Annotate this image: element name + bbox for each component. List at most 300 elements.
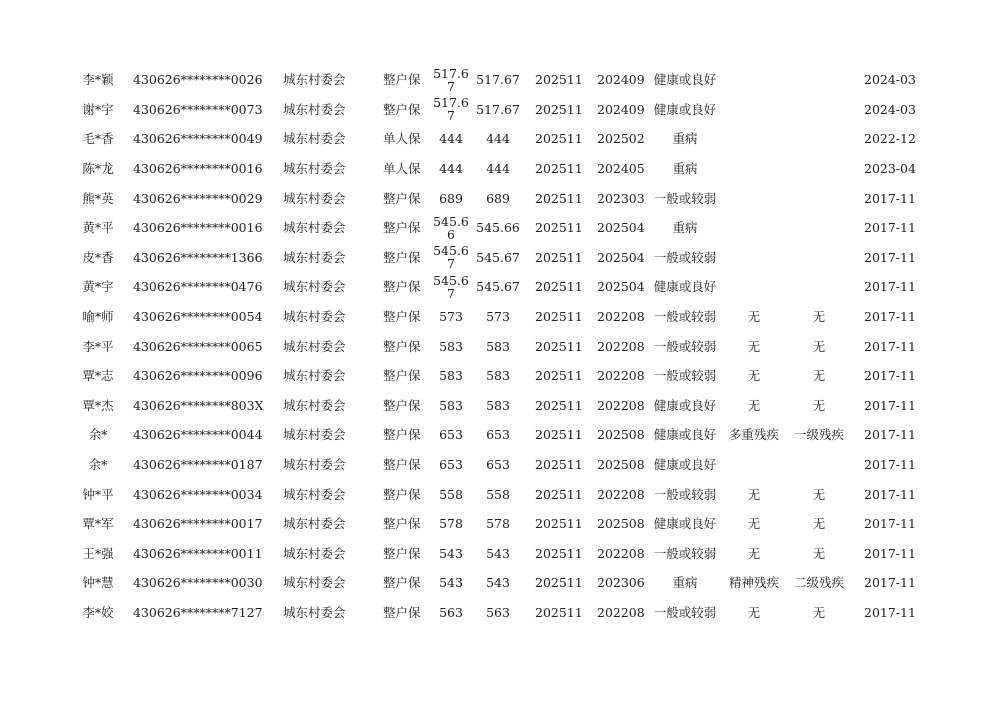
disability-type-text: 多重残疾: [728, 427, 779, 443]
cell-monthly-amount-a: [432, 65, 470, 95]
name-text: 黄*宇: [82, 279, 114, 295]
cell-health-status: [650, 95, 720, 125]
guarantee-type-text: 单人保: [383, 161, 421, 177]
cell-disability-level: [791, 539, 847, 569]
id-number-text: 430626********0054: [133, 309, 263, 325]
cell-enroll-date: [864, 539, 914, 569]
cell-name: [78, 539, 118, 569]
monthly-amount-b-text: 653: [486, 427, 510, 443]
health-status-text: 健康或良好: [653, 427, 717, 443]
cell-disability-type: [724, 213, 784, 243]
cell-monthly-amount-a: [432, 568, 470, 598]
name-text: 覃*杰: [82, 397, 114, 413]
table-row: [0, 509, 1000, 539]
cell-review-month: [597, 420, 645, 450]
enroll-date-text: 2017-11: [864, 516, 916, 532]
review-month-text: 202409: [597, 72, 645, 88]
enroll-date-text: 2017-11: [864, 190, 916, 206]
cell-enroll-date: [864, 65, 914, 95]
cell-guarantee-type: [383, 95, 429, 125]
cell-review-month: [597, 391, 645, 421]
review-month-text: 202208: [597, 309, 645, 325]
cell-start-month: [535, 154, 583, 184]
monthly-amount-a-text: 545.67: [433, 272, 469, 301]
cell-name: [78, 183, 118, 213]
cell-monthly-amount-a: [432, 450, 470, 480]
monthly-amount-b-text: 543: [486, 575, 510, 591]
village-committee-text: 城东村委会: [283, 161, 346, 177]
cell-id-number: [133, 272, 263, 302]
cell-monthly-amount-b: [476, 65, 520, 95]
cell-disability-type: [724, 272, 784, 302]
monthly-amount-a-text: 578: [439, 516, 463, 532]
disability-level-text: 无: [812, 338, 826, 354]
review-month-text: 202502: [597, 131, 645, 147]
start-month-text: 202511: [535, 220, 583, 236]
cell-review-month: [597, 95, 645, 125]
cell-village-committee: [283, 243, 363, 273]
table-row: [0, 154, 1000, 184]
cell-disability-level: [791, 598, 847, 628]
cell-enroll-date: [864, 302, 914, 332]
review-month-text: 202306: [597, 575, 645, 591]
start-month-text: 202511: [535, 575, 583, 591]
guarantee-type-text: 整户保: [383, 368, 421, 384]
cell-enroll-date: [864, 509, 914, 539]
disability-type-text: 精神残疾: [728, 575, 779, 591]
id-number-text: 430626********803X: [133, 397, 264, 413]
cell-disability-level: [791, 361, 847, 391]
disability-type-text: 无: [747, 397, 761, 413]
monthly-amount-a-text: 558: [439, 486, 463, 502]
cell-health-status: [650, 243, 720, 273]
cell-disability-type: [724, 568, 784, 598]
cell-id-number: [133, 65, 263, 95]
cell-monthly-amount-a: [432, 361, 470, 391]
cell-name: [78, 598, 118, 628]
start-month-text: 202511: [535, 279, 583, 295]
cell-monthly-amount-a: [432, 331, 470, 361]
cell-review-month: [597, 183, 645, 213]
table-row: [0, 420, 1000, 450]
start-month-text: 202511: [535, 101, 583, 117]
cell-health-status: [650, 302, 720, 332]
village-committee-text: 城东村委会: [283, 486, 346, 502]
guarantee-type-text: 整户保: [383, 575, 421, 591]
cell-monthly-amount-b: [476, 361, 520, 391]
cell-health-status: [650, 331, 720, 361]
health-status-text: 一般或较弱: [653, 545, 717, 561]
cell-disability-type: [724, 124, 784, 154]
cell-monthly-amount-a: [432, 154, 470, 184]
table-row: [0, 539, 1000, 569]
disability-level-text: 无: [812, 605, 826, 621]
village-committee-text: 城东村委会: [283, 368, 346, 384]
cell-disability-type: [724, 420, 784, 450]
cell-start-month: [535, 331, 583, 361]
disability-level-text: 二级残疾: [793, 575, 844, 591]
cell-disability-level: [791, 213, 847, 243]
cell-village-committee: [283, 568, 363, 598]
cell-monthly-amount-a: [432, 598, 470, 628]
cell-disability-type: [724, 450, 784, 480]
cell-start-month: [535, 450, 583, 480]
cell-monthly-amount-b: [476, 154, 520, 184]
cell-guarantee-type: [383, 65, 429, 95]
cell-monthly-amount-b: [476, 450, 520, 480]
village-committee-text: 城东村委会: [283, 545, 346, 561]
guarantee-type-text: 整户保: [383, 249, 421, 265]
table-row: [0, 598, 1000, 628]
id-number-text: 430626********0187: [133, 457, 263, 473]
cell-review-month: [597, 272, 645, 302]
monthly-amount-a-text: 573: [439, 309, 463, 325]
enroll-date-text: 2024-03: [864, 101, 916, 117]
review-month-text: 202208: [597, 368, 645, 384]
guarantee-type-text: 整户保: [383, 457, 421, 473]
monthly-amount-b-text: 517.67: [476, 101, 520, 117]
village-committee-text: 城东村委会: [283, 190, 346, 206]
monthly-amount-b-text: 689: [486, 190, 510, 206]
cell-enroll-date: [864, 479, 914, 509]
cell-health-status: [650, 568, 720, 598]
monthly-amount-b-text: 545.66: [476, 220, 520, 236]
health-status-text: 一般或较弱: [653, 486, 717, 502]
cell-id-number: [133, 509, 263, 539]
disability-level-text: 无: [812, 368, 826, 384]
cell-start-month: [535, 302, 583, 332]
id-number-text: 430626********0044: [133, 427, 263, 443]
cell-start-month: [535, 391, 583, 421]
cell-health-status: [650, 213, 720, 243]
cell-enroll-date: [864, 213, 914, 243]
health-status-text: 重病: [672, 131, 698, 147]
review-month-text: 202208: [597, 338, 645, 354]
cell-review-month: [597, 124, 645, 154]
monthly-amount-b-text: 545.67: [476, 249, 520, 265]
id-number-text: 430626********0016: [133, 161, 263, 177]
health-status-text: 健康或良好: [653, 457, 717, 473]
monthly-amount-b-text: 578: [486, 516, 510, 532]
enroll-date-text: 2023-04: [864, 161, 916, 177]
village-committee-text: 城东村委会: [283, 397, 346, 413]
cell-guarantee-type: [383, 302, 429, 332]
cell-id-number: [133, 450, 263, 480]
cell-monthly-amount-b: [476, 509, 520, 539]
health-status-text: 健康或良好: [653, 279, 717, 295]
cell-id-number: [133, 568, 263, 598]
cell-monthly-amount-a: [432, 95, 470, 125]
start-month-text: 202511: [535, 486, 583, 502]
monthly-amount-a-text: 653: [439, 457, 463, 473]
cell-disability-type: [724, 539, 784, 569]
cell-village-committee: [283, 420, 363, 450]
id-number-text: 430626********0049: [133, 131, 263, 147]
enroll-date-text: 2017-11: [864, 457, 916, 473]
cell-disability-type: [724, 391, 784, 421]
start-month-text: 202511: [535, 190, 583, 206]
monthly-amount-a-text: 583: [439, 397, 463, 413]
cell-id-number: [133, 420, 263, 450]
cell-enroll-date: [864, 420, 914, 450]
name-text: 陈*龙: [82, 161, 114, 177]
cell-health-status: [650, 124, 720, 154]
health-status-text: 一般或较弱: [653, 338, 717, 354]
table-row: [0, 243, 1000, 273]
name-text: 毛*香: [82, 131, 114, 147]
cell-id-number: [133, 213, 263, 243]
cell-start-month: [535, 183, 583, 213]
cell-name: [78, 272, 118, 302]
disability-level-text: 无: [812, 545, 826, 561]
enroll-date-text: 2017-11: [864, 427, 916, 443]
health-status-text: 重病: [672, 161, 698, 177]
start-month-text: 202511: [535, 605, 583, 621]
name-text: 李*平: [82, 338, 114, 354]
cell-disability-level: [791, 95, 847, 125]
start-month-text: 202511: [535, 397, 583, 413]
name-text: 熊*英: [82, 190, 114, 206]
enroll-date-text: 2017-11: [864, 338, 916, 354]
cell-name: [78, 450, 118, 480]
cell-village-committee: [283, 213, 363, 243]
monthly-amount-a-text: 689: [439, 190, 463, 206]
cell-start-month: [535, 479, 583, 509]
name-text: 覃*志: [82, 368, 114, 384]
guarantee-type-text: 整户保: [383, 516, 421, 532]
cell-review-month: [597, 361, 645, 391]
cell-guarantee-type: [383, 183, 429, 213]
enroll-date-text: 2017-11: [864, 605, 916, 621]
cell-enroll-date: [864, 361, 914, 391]
cell-start-month: [535, 213, 583, 243]
cell-name: [78, 568, 118, 598]
name-text: 覃*军: [82, 516, 114, 532]
review-month-text: 202504: [597, 220, 645, 236]
name-text: 皮*香: [82, 249, 114, 265]
review-month-text: 202405: [597, 161, 645, 177]
guarantee-type-text: 整户保: [383, 101, 421, 117]
cell-health-status: [650, 450, 720, 480]
table-row: [0, 213, 1000, 243]
disability-type-text: 无: [747, 338, 761, 354]
start-month-text: 202511: [535, 516, 583, 532]
monthly-amount-b-text: 558: [486, 486, 510, 502]
cell-disability-type: [724, 302, 784, 332]
disability-level-text: 一级残疾: [793, 427, 844, 443]
cell-review-month: [597, 479, 645, 509]
name-text: 余*: [88, 457, 108, 473]
cell-guarantee-type: [383, 509, 429, 539]
village-committee-text: 城东村委会: [283, 101, 346, 117]
village-committee-text: 城东村委会: [283, 605, 346, 621]
health-status-text: 重病: [672, 220, 698, 236]
disability-level-text: 无: [812, 516, 826, 532]
health-status-text: 健康或良好: [653, 397, 717, 413]
enroll-date-text: 2017-11: [864, 249, 916, 265]
id-number-text: 430626********0017: [133, 516, 263, 532]
monthly-amount-a-text: 444: [439, 161, 463, 177]
cell-guarantee-type: [383, 598, 429, 628]
id-number-text: 430626********0030: [133, 575, 263, 591]
table-row: [0, 302, 1000, 332]
cell-disability-type: [724, 65, 784, 95]
cell-start-month: [535, 509, 583, 539]
cell-health-status: [650, 539, 720, 569]
disability-level-text: 无: [812, 397, 826, 413]
cell-monthly-amount-b: [476, 302, 520, 332]
village-committee-text: 城东村委会: [283, 457, 346, 473]
cell-enroll-date: [864, 450, 914, 480]
cell-name: [78, 65, 118, 95]
cell-enroll-date: [864, 568, 914, 598]
monthly-amount-b-text: 444: [486, 161, 510, 177]
monthly-amount-b-text: 543: [486, 545, 510, 561]
name-text: 李*姣: [82, 605, 114, 621]
cell-health-status: [650, 272, 720, 302]
village-committee-text: 城东村委会: [283, 427, 346, 443]
health-status-text: 健康或良好: [653, 72, 717, 88]
cell-name: [78, 479, 118, 509]
disability-level-text: 无: [812, 486, 826, 502]
table-row: [0, 272, 1000, 302]
cell-name: [78, 509, 118, 539]
review-month-text: 202208: [597, 486, 645, 502]
enroll-date-text: 2017-11: [864, 220, 916, 236]
monthly-amount-a-text: 583: [439, 368, 463, 384]
id-number-text: 430626********0011: [133, 545, 263, 561]
name-text: 黄*平: [82, 220, 114, 236]
health-status-text: 健康或良好: [653, 516, 717, 532]
village-committee-text: 城东村委会: [283, 309, 346, 325]
cell-id-number: [133, 154, 263, 184]
name-text: 王*强: [82, 545, 114, 561]
review-month-text: 202208: [597, 605, 645, 621]
health-status-text: 一般或较弱: [653, 309, 717, 325]
cell-review-month: [597, 539, 645, 569]
cell-disability-type: [724, 95, 784, 125]
cell-guarantee-type: [383, 539, 429, 569]
start-month-text: 202511: [535, 427, 583, 443]
cell-id-number: [133, 479, 263, 509]
cell-disability-level: [791, 420, 847, 450]
cell-disability-level: [791, 509, 847, 539]
cell-monthly-amount-a: [432, 479, 470, 509]
cell-disability-type: [724, 154, 784, 184]
village-committee-text: 城东村委会: [283, 249, 346, 265]
cell-name: [78, 302, 118, 332]
cell-village-committee: [283, 479, 363, 509]
cell-village-committee: [283, 95, 363, 125]
cell-start-month: [535, 361, 583, 391]
cell-start-month: [535, 420, 583, 450]
monthly-amount-a-text: 653: [439, 427, 463, 443]
cell-review-month: [597, 598, 645, 628]
cell-village-committee: [283, 361, 363, 391]
review-month-text: 202504: [597, 249, 645, 265]
cell-guarantee-type: [383, 391, 429, 421]
guarantee-type-text: 整户保: [383, 397, 421, 413]
start-month-text: 202511: [535, 338, 583, 354]
table-row: [0, 65, 1000, 95]
cell-village-committee: [283, 539, 363, 569]
cell-village-committee: [283, 124, 363, 154]
health-status-text: 一般或较弱: [653, 190, 717, 206]
id-number-text: 430626********0073: [133, 101, 263, 117]
enroll-date-text: 2017-11: [864, 545, 916, 561]
health-status-text: 一般或较弱: [653, 605, 717, 621]
review-month-text: 202208: [597, 397, 645, 413]
cell-disability-level: [791, 331, 847, 361]
cell-guarantee-type: [383, 213, 429, 243]
monthly-amount-b-text: 545.67: [476, 279, 520, 295]
review-month-text: 202508: [597, 516, 645, 532]
cell-guarantee-type: [383, 450, 429, 480]
cell-monthly-amount-b: [476, 331, 520, 361]
monthly-amount-a-text: 543: [439, 575, 463, 591]
cell-guarantee-type: [383, 124, 429, 154]
health-status-text: 重病: [672, 575, 698, 591]
cell-monthly-amount-a: [432, 124, 470, 154]
monthly-amount-a-text: 583: [439, 338, 463, 354]
cell-start-month: [535, 568, 583, 598]
cell-monthly-amount-a: [432, 539, 470, 569]
cell-monthly-amount-b: [476, 272, 520, 302]
cell-name: [78, 124, 118, 154]
village-committee-text: 城东村委会: [283, 516, 346, 532]
id-number-text: 430626********0065: [133, 338, 263, 354]
guarantee-type-text: 整户保: [383, 279, 421, 295]
review-month-text: 202504: [597, 279, 645, 295]
cell-disability-level: [791, 243, 847, 273]
start-month-text: 202511: [535, 545, 583, 561]
cell-village-committee: [283, 154, 363, 184]
disability-type-text: 无: [747, 605, 761, 621]
cell-village-committee: [283, 598, 363, 628]
cell-disability-type: [724, 243, 784, 273]
disability-type-text: 无: [747, 545, 761, 561]
cell-monthly-amount-b: [476, 243, 520, 273]
id-number-text: 430626********0016: [133, 220, 263, 236]
cell-id-number: [133, 183, 263, 213]
cell-guarantee-type: [383, 243, 429, 273]
cell-name: [78, 361, 118, 391]
cell-village-committee: [283, 509, 363, 539]
cell-id-number: [133, 95, 263, 125]
monthly-amount-a-text: 444: [439, 131, 463, 147]
cell-disability-type: [724, 598, 784, 628]
cell-id-number: [133, 124, 263, 154]
cell-guarantee-type: [383, 568, 429, 598]
cell-id-number: [133, 243, 263, 273]
table-row: [0, 331, 1000, 361]
cell-monthly-amount-b: [476, 420, 520, 450]
disability-type-text: 无: [747, 368, 761, 384]
village-committee-text: 城东村委会: [283, 279, 346, 295]
enroll-date-text: 2017-11: [864, 309, 916, 325]
name-text: 钟*慧: [82, 575, 114, 591]
review-month-text: 202409: [597, 101, 645, 117]
cell-enroll-date: [864, 391, 914, 421]
cell-id-number: [133, 391, 264, 421]
cell-name: [78, 331, 118, 361]
cell-monthly-amount-a: [432, 509, 470, 539]
cell-monthly-amount-a: [432, 213, 470, 243]
cell-monthly-amount-b: [476, 183, 520, 213]
cell-monthly-amount-b: [476, 479, 520, 509]
cell-start-month: [535, 598, 583, 628]
start-month-text: 202511: [535, 161, 583, 177]
